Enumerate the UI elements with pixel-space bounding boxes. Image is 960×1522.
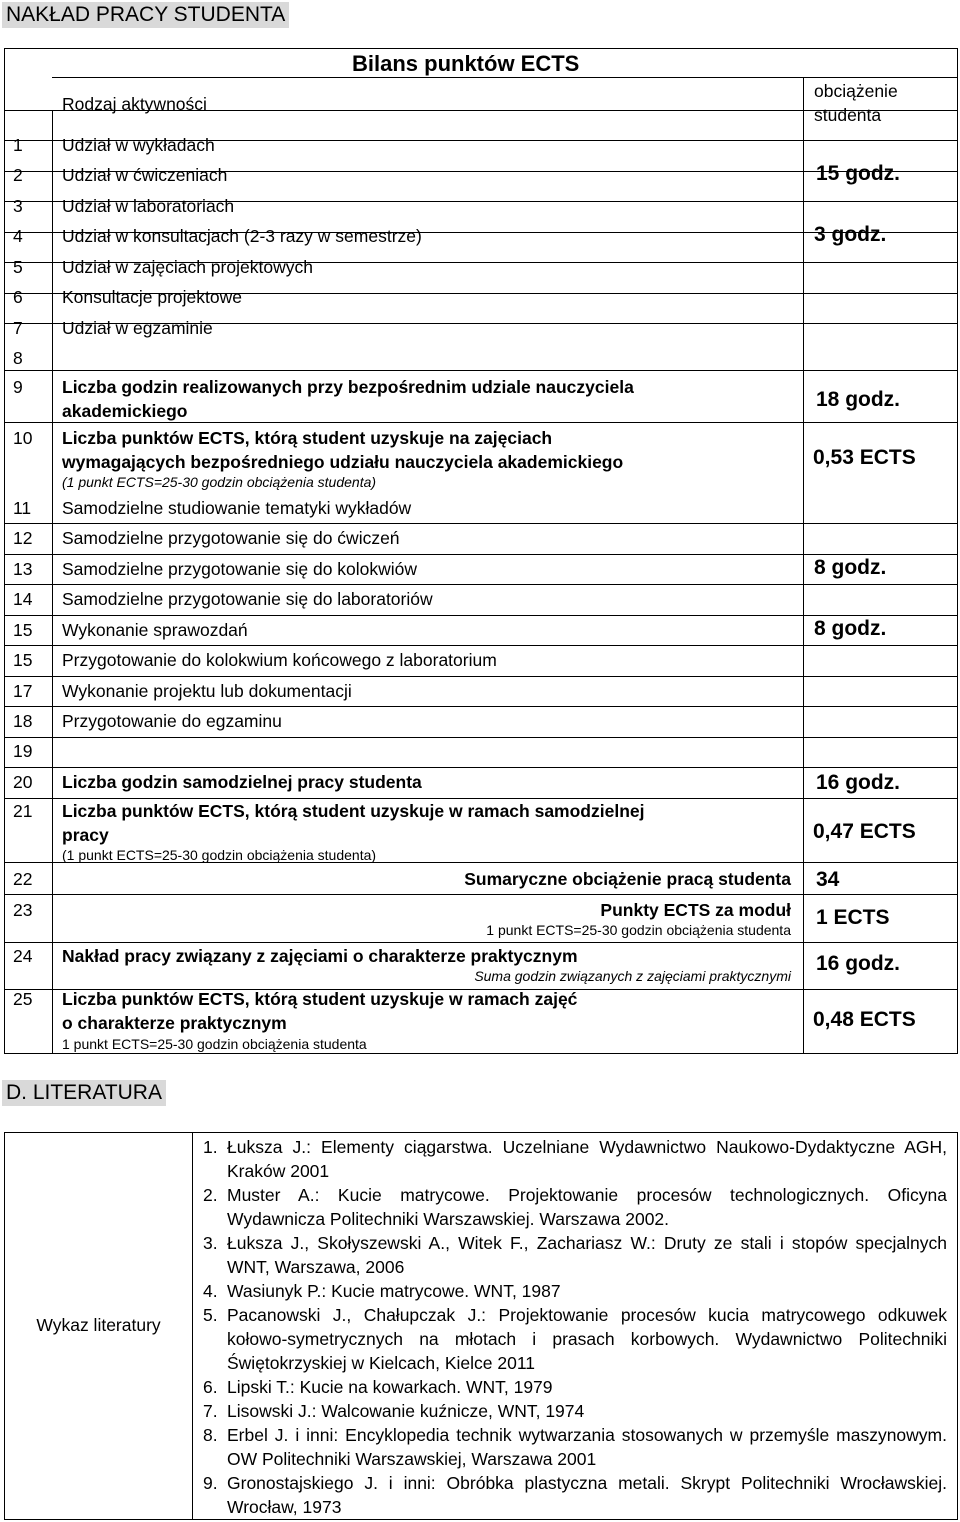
column-header-load: obciążenie	[814, 81, 898, 101]
row-label: Samodzielne studiowanie tematyki wykładów	[62, 498, 412, 518]
row-number: 4	[13, 226, 23, 246]
literature-item: 8. Erbel J. i inni: Encyklopedia technik wytwarzania stosowanych w przemyśle maszynowym. OW Politechniki Warszawskiej, Warszawa 2001	[203, 1425, 947, 1469]
row-number: 14	[13, 589, 33, 609]
row-value: 16 godz.	[816, 771, 901, 794]
row-number: 7	[13, 318, 23, 338]
row-number: 15	[13, 620, 33, 640]
row-number: 23	[13, 900, 33, 920]
literature-item: 7. Lisowski J.: Walcowanie kuźnicze, WNT, 1974	[203, 1401, 585, 1421]
literature-item: 3. Łuksza J., Skołyszewski A., Witek F., Zachariasz W.: Druty ze stali i stopów specjalnych WNT, Warszawa, 2006	[203, 1233, 947, 1277]
row-label: pracy	[62, 825, 109, 845]
row-value: 8 godz.	[814, 556, 887, 579]
row-number: 21	[13, 801, 33, 821]
row-label: Sumaryczne obciążenie pracą studenta	[464, 869, 791, 889]
row-number: 20	[13, 772, 33, 792]
row-label: Nakład pracy związany z zajęciami o charakterze praktycznym	[62, 946, 578, 966]
row-label: wymagających bezpośredniego udziału nauczyciela akademickiego	[62, 452, 624, 472]
row-value: 0,47 ECTS	[813, 820, 916, 843]
row-number: 6	[13, 287, 23, 307]
row-note: Suma godzin związanych z zajęciami praktycznymi	[474, 968, 791, 984]
literature-item: 6. Lipski T.: Kucie na kowarkach. WNT, 1979	[203, 1377, 553, 1397]
row-divider	[5, 942, 957, 943]
row-number: 18	[13, 711, 33, 731]
row-number: 13	[13, 559, 33, 579]
column-header-activity: Rodzaj aktywności	[62, 94, 207, 114]
row-label: Liczba godzin samodzielnej pracy studenta	[62, 772, 422, 792]
section-heading-literature: D. LITERATURA	[2, 1080, 166, 1106]
row-divider	[5, 676, 957, 677]
row-number: 15	[13, 650, 33, 670]
row-value: 16 godz.	[816, 952, 901, 975]
row-divider	[5, 645, 957, 646]
row-number: 3	[13, 196, 23, 216]
row-value: 18 godz.	[816, 388, 901, 411]
row-divider	[5, 584, 957, 585]
row-label: o charakterze praktycznym	[62, 1013, 287, 1033]
literature-label: Wykaz literatury	[36, 1315, 161, 1335]
row-number: 25	[13, 989, 33, 1009]
row-number: 17	[13, 681, 33, 701]
row-divider	[5, 894, 957, 895]
row-label: Udział w zajęciach projektowych	[62, 257, 313, 277]
row-label: Udział w ćwiczeniach	[62, 165, 228, 185]
column-divider-number	[52, 110, 53, 1053]
row-number: 1	[13, 135, 23, 155]
row-note: (1 punkt ECTS=25-30 godzin obciążenia studenta)	[62, 847, 377, 863]
literature-list	[203, 1135, 947, 1519]
row-label: Liczba punktów ECTS, którą student uzyskuje na zajęciach	[62, 428, 553, 448]
row-number: 10	[13, 428, 33, 448]
row-value: 3 godz.	[814, 223, 887, 246]
row-label: Udział w konsultacjach (2-3 razy w semestrze)	[62, 226, 422, 246]
literature-item: 1. Łuksza J.: Elementy ciągarstwa. Uczelniane Wydawnictwo Naukowo-Dydaktyczne AGH, Kraków 2001	[203, 1137, 947, 1181]
row-value: 15 godz.	[816, 162, 901, 185]
row-value: 1 ECTS	[816, 906, 890, 929]
section-heading-workload: NAKŁAD PRACY STUDENTA	[2, 2, 289, 28]
row-label: Udział w wykładach	[62, 135, 215, 155]
literature-item: 9. Gronostajskiego J. i inni: Obróbka plastyczna metali. Skrypt Politechniki Wrocławskiej. Wrocław, 1973	[203, 1473, 947, 1517]
row-number: 9	[13, 377, 23, 397]
row-divider	[5, 767, 957, 768]
row-label: Samodzielne przygotowanie się do ćwiczeń	[62, 528, 400, 548]
row-label: Udział w egzaminie	[62, 318, 213, 338]
row-value: 0,53 ECTS	[813, 446, 916, 469]
row-label: Przygotowanie do egzaminu	[62, 711, 282, 731]
literature-table	[4, 1132, 958, 1520]
row-label: akademickiego	[62, 401, 188, 421]
row-label: Liczba godzin realizowanych przy bezpośrednim udziale nauczyciela	[62, 377, 634, 397]
column-divider	[192, 1133, 193, 1519]
table-title: Bilans punktów ECTS	[352, 51, 580, 76]
row-label: Samodzielne przygotowanie się do kolokwiów	[62, 559, 418, 579]
row-note: 1 punkt ECTS=25-30 godzin obciążenia studenta	[486, 922, 791, 938]
row-label: Punkty ECTS za moduł	[600, 900, 791, 920]
row-divider	[5, 737, 957, 738]
row-number: 2	[13, 165, 23, 185]
row-label: Liczba punktów ECTS, którą student uzyskuje w ramach zajęć	[62, 989, 578, 1009]
row-divider	[5, 523, 957, 524]
row-divider	[5, 706, 957, 707]
column-header-load: studenta	[814, 105, 882, 125]
row-label: Udział w laboratoriach	[62, 196, 235, 216]
row-number: 5	[13, 257, 23, 277]
row-number: 19	[13, 741, 33, 761]
row-label: Samodzielne przygotowanie się do laboratoriów	[62, 589, 433, 609]
row-number: 11	[13, 498, 32, 518]
literature-item: 4. Wasiunyk P.: Kucie matrycowe. WNT, 1987	[203, 1281, 561, 1301]
row-label: Konsultacje projektowe	[62, 287, 242, 307]
row-label: Przygotowanie do kolokwium końcowego z laboratorium	[62, 650, 497, 670]
row-number: 24	[13, 946, 33, 966]
literature-item: 5. Pacanowski J., Chałupczak J.: Projektowanie procesów kucia matrycowego odkuwek kołowo-symetrycznych na młotach i prasach korbowych. Wydawnictwo Politechniki Świętokrzyskiej w Kielcach, Kielce 2011	[203, 1305, 947, 1373]
row-label: Liczba punktów ECTS, którą student uzyskuje w ramach samodzielnej	[62, 801, 645, 821]
row-divider	[5, 370, 957, 371]
row-value: 0,48 ECTS	[813, 1008, 916, 1031]
column-divider-value	[803, 77, 804, 1053]
row-value: 34	[816, 868, 840, 891]
row-label: Wykonanie sprawozdań	[62, 620, 248, 640]
row-label: Wykonanie projektu lub dokumentacji	[62, 681, 352, 701]
ects-balance-table	[4, 48, 958, 1054]
row-number: 22	[13, 869, 33, 889]
row-note: 1 punkt ECTS=25-30 godzin obciążenia studenta	[62, 1036, 367, 1052]
row-number: 8	[13, 348, 23, 368]
row-note: (1 punkt ECTS=25-30 godzin obciążenia studenta)	[62, 474, 377, 490]
literature-item: 2. Muster A.: Kucie matrycowe. Projektowanie procesów technologicznych. Oficyna Wydawnicza Politechniki Warszawskiej. Warszawa 2002.	[203, 1185, 947, 1229]
row-value: 8 godz.	[814, 617, 887, 640]
row-number: 12	[13, 528, 33, 548]
